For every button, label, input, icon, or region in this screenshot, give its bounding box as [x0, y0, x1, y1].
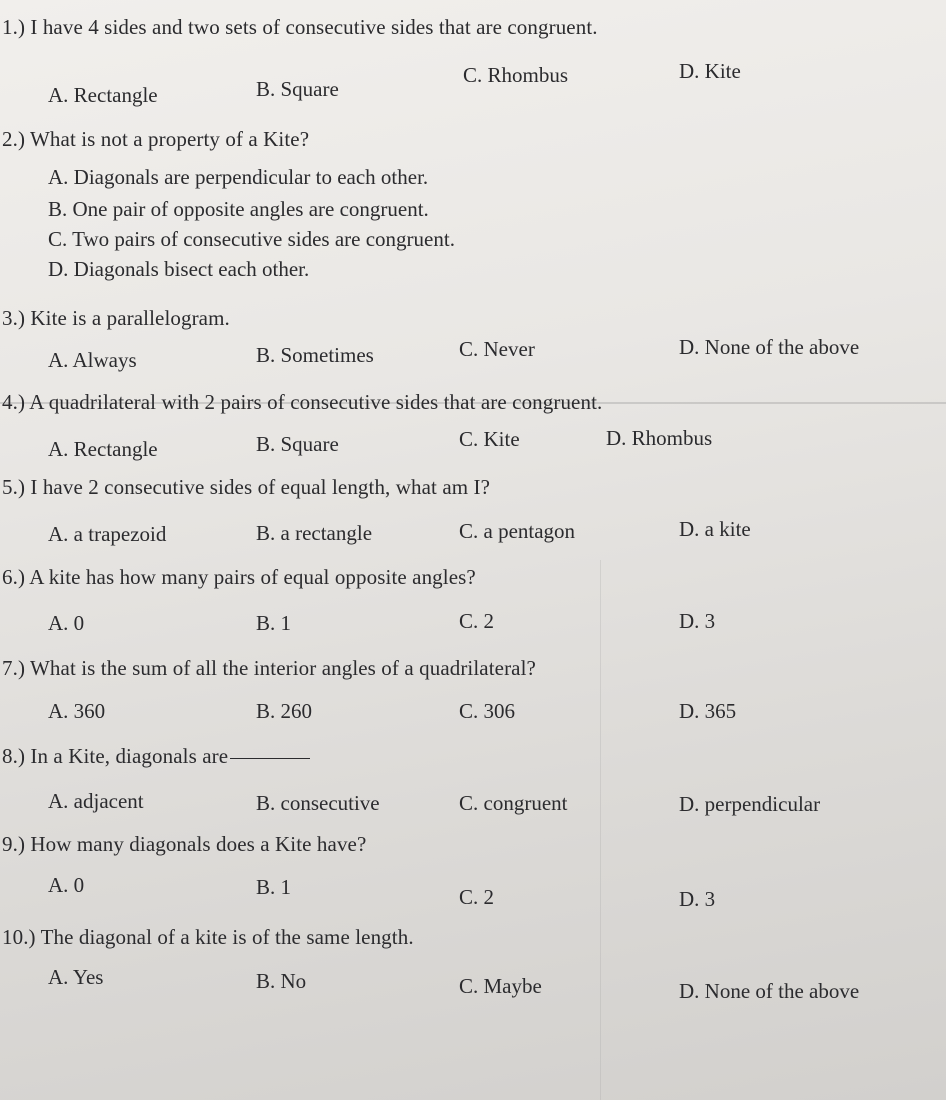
q10-choice-a[interactable]: A. Yes [48, 965, 104, 989]
question-9: 9.) How many diagonals does a Kite have? [2, 832, 367, 856]
q2-choice-b[interactable]: B. One pair of opposite angles are congruent. [48, 197, 429, 221]
q3-choice-c[interactable]: C. Never [459, 337, 535, 361]
q9-choice-c[interactable]: C. 2 [459, 885, 495, 909]
q6-choice-a[interactable]: A. 0 [48, 611, 85, 635]
q8-choice-d[interactable]: D. perpendicular [679, 792, 821, 816]
q9-choice-b[interactable]: B. 1 [256, 875, 292, 899]
q7-choice-d[interactable]: D. 365 [679, 699, 737, 723]
q2-choice-a[interactable]: A. Diagonals are perpendicular to each other. [48, 165, 429, 189]
q3-choice-a[interactable]: A. Always [48, 348, 137, 372]
q10-choice-b[interactable]: B. No [256, 969, 307, 993]
q2-choice-c[interactable]: C. Two pairs of consecutive sides are congruent. [48, 227, 455, 251]
q2-choice-d[interactable]: D. Diagonals bisect each other. [48, 257, 310, 281]
question-7: 7.) What is the sum of all the interior angles of a quadrilateral? [2, 656, 536, 680]
answer-blank[interactable] [230, 758, 310, 759]
q1-choice-a[interactable]: A. Rectangle [48, 83, 158, 107]
q4-choice-a[interactable]: A. Rectangle [48, 437, 158, 461]
question-8-text: 8.) In a Kite, diagonals are [2, 744, 229, 768]
q5-choice-c[interactable]: C. a pentagon [459, 519, 576, 543]
q1-choice-c[interactable]: C. Rhombus [463, 63, 569, 87]
question-5: 5.) I have 2 consecutive sides of equal length, what am I? [2, 475, 491, 499]
question-8 [2, 743, 310, 769]
q5-choice-b[interactable]: B. a rectangle [256, 521, 373, 545]
q10-choice-d[interactable]: D. None of the above [679, 979, 860, 1003]
q9-choice-a[interactable]: A. 0 [48, 873, 85, 897]
q6-choice-b[interactable]: B. 1 [256, 611, 292, 635]
question-2: 2.) What is not a property of a Kite? [2, 127, 310, 151]
question-6: 6.) A kite has how many pairs of equal opposite angles? [2, 565, 476, 589]
q9-choice-d[interactable]: D. 3 [679, 887, 716, 911]
q3-choice-d[interactable]: D. None of the above [679, 335, 860, 359]
q10-choice-c[interactable]: C. Maybe [459, 974, 542, 998]
q1-choice-d[interactable]: D. Kite [679, 59, 741, 83]
q8-choice-b[interactable]: B. consecutive [256, 791, 380, 815]
q7-choice-c[interactable]: C. 306 [459, 699, 516, 723]
paper-fold-line-vertical [600, 560, 601, 1100]
question-10: 10.) The diagonal of a kite is of the same length. [2, 925, 414, 949]
q6-choice-d[interactable]: D. 3 [679, 609, 716, 633]
q1-choice-b[interactable]: B. Square [256, 77, 339, 101]
q4-choice-c[interactable]: C. Kite [459, 427, 520, 451]
q8-choice-c[interactable]: C. congruent [459, 791, 568, 815]
q3-choice-b[interactable]: B. Sometimes [256, 343, 374, 367]
q5-choice-a[interactable]: A. a trapezoid [48, 522, 167, 546]
question-1: 1.) I have 4 sides and two sets of consecutive sides that are congruent. [2, 15, 598, 39]
question-3: 3.) Kite is a parallelogram. [2, 306, 230, 330]
q8-choice-a[interactable]: A. adjacent [48, 789, 144, 813]
question-4: 4.) A quadrilateral with 2 pairs of consecutive sides that are congruent. [2, 390, 603, 414]
q5-choice-d[interactable]: D. a kite [679, 517, 751, 541]
q4-choice-d[interactable]: D. Rhombus [606, 426, 713, 450]
q7-choice-a[interactable]: A. 360 [48, 699, 106, 723]
q4-choice-b[interactable]: B. Square [256, 432, 339, 456]
q7-choice-b[interactable]: B. 260 [256, 699, 313, 723]
q6-choice-c[interactable]: C. 2 [459, 609, 495, 633]
